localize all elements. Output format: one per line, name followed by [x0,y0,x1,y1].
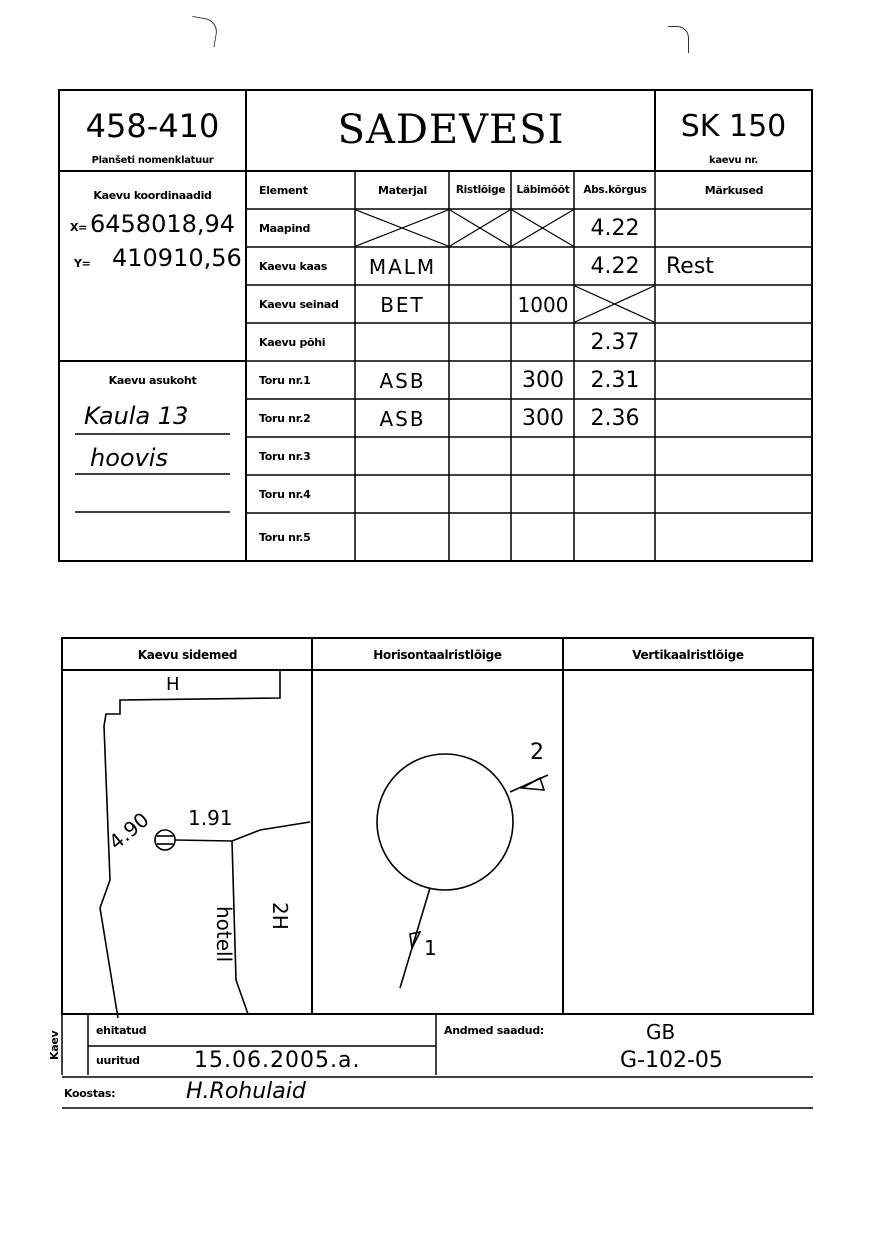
data-value-2: G-102-05 [620,1048,723,1073]
data-label: Andmed saadud: [444,1024,545,1037]
row-abs: 2.31 [590,368,640,393]
row-element: Maapind [259,222,311,235]
row-element: Toru nr.4 [259,488,311,501]
plansheet-label: Planšeti nomenklatuur [91,154,214,166]
section-vertical: Vertikaalristlõige [632,648,744,662]
compiled-value: H.Rohulaid [186,1079,306,1104]
x-prefix: X= [70,221,88,234]
header-ristloige: Ristlõige [455,184,506,196]
surveyed-label: uuritud [96,1054,140,1067]
plansheet-number: 458-410 [85,107,220,145]
well-card [0,0,874,570]
location-line1: Kaula 13 [84,402,189,430]
header-abs: Abs.kõrgus [583,184,647,196]
row-markused: Rest [666,254,714,279]
row-materjal: ASB [379,406,426,431]
location-label: Kaevu asukoht [108,373,197,387]
header-materjal: Materjal [377,183,428,197]
row-abs: 4.22 [590,254,640,279]
section-horizontal: Horisontaalristlõige [373,648,502,662]
row-materjal: MALM [368,254,437,279]
x-value: 6458018,94 [90,210,236,238]
header-labimoot: Läbimõõt [516,184,570,196]
coords-label: Kaevu koordinaadid [93,188,212,202]
row-element: Toru nr.3 [259,450,311,463]
sketch-lines [0,600,874,1120]
sketch-section [0,600,874,1120]
compiled-label: Koostas: [64,1087,116,1100]
well-number-label: kaevu nr. [708,154,759,166]
row-abs: 2.37 [590,330,640,355]
row-labimoot: 300 [522,406,564,431]
location-line2: hoovis [90,444,168,472]
row-labimoot: 1000 [517,292,569,317]
surveyed-value: 15.06.2005.a. [194,1048,361,1073]
header-markused: Märkused [704,183,764,197]
hotel-label: hotell [212,906,236,963]
row-materjal: BET [380,292,425,317]
y-prefix: Y= [74,257,91,270]
row-element: Toru nr.2 [259,412,311,425]
row-abs: 2.36 [590,406,640,431]
header-element: Element [259,183,308,197]
row-labimoot: 300 [522,368,564,393]
row-materjal: ASB [379,368,426,393]
built-label: ehitatud [96,1024,147,1037]
row-element: Kaevu seinad [259,298,339,311]
page-title: SADEVESI [337,107,565,153]
row-element: Kaevu kaas [259,260,327,273]
house-label: H [166,674,180,695]
hotel-code: 2H [268,902,292,930]
row-element: Toru nr.1 [259,374,311,387]
elevation-pipe: 1.91 [188,806,233,830]
pipe2-label: 2 [530,740,544,765]
well-number: SK 150 [680,108,787,144]
y-value: 410910,56 [112,244,242,272]
elevation-well: 4.90 [104,807,154,855]
well-label: Kaev [48,1030,61,1060]
pipe1-label: 1 [424,936,437,960]
row-element: Kaevu põhi [259,336,326,349]
row-abs: 4.22 [590,216,640,241]
section-connections: Kaevu sidemed [137,648,238,662]
row-element: Toru nr.5 [259,531,311,544]
card-grid-lines [0,0,874,570]
data-value-1: GB [646,1020,676,1044]
